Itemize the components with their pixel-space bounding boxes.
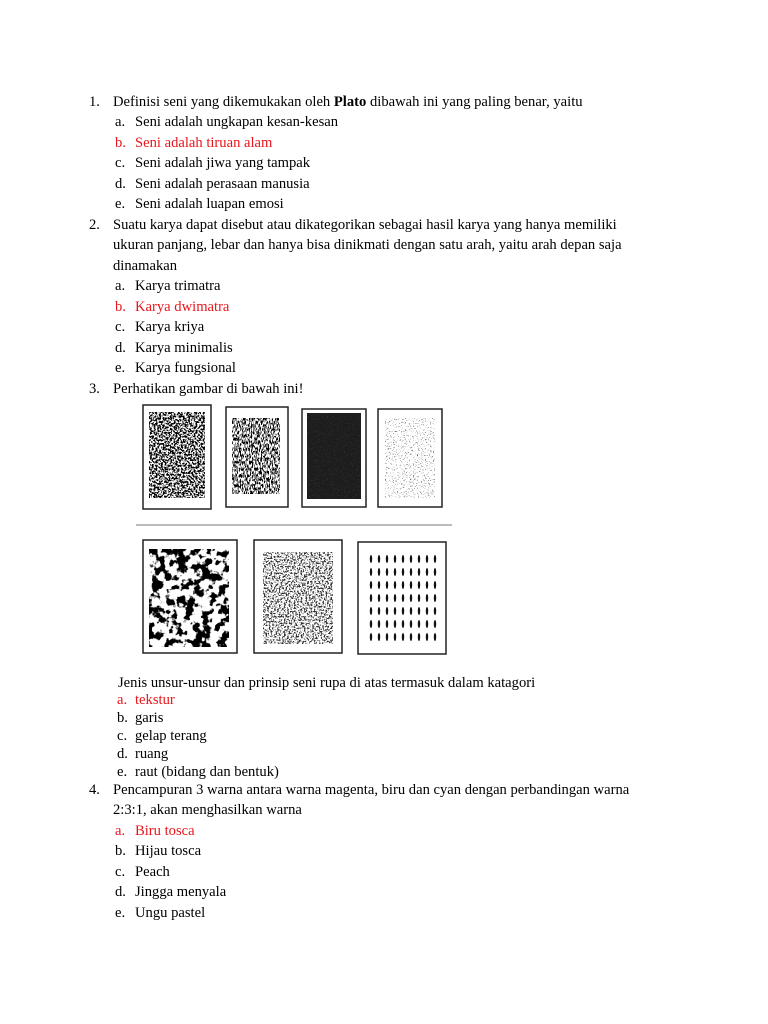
q4-option-b-letter: b. [115,843,126,859]
q3-number: 3. [89,381,100,397]
q1-option-d: Seni adalah perasaan manusia [135,176,310,192]
q1-text: Definisi seni yang dikemukakan oleh Plato dibawah ini yang paling benar, yaitu [113,94,583,110]
q4-option-e-letter: e. [115,905,126,921]
q4-text-line-2: 2:3:1, akan menghasilkan warna [113,802,302,818]
q3-option-d: ruang [135,746,169,762]
q2-option-c: Karya kriya [135,319,205,335]
q4-option-a: Biru tosca [135,823,195,839]
q3-option-b: garis [135,710,164,726]
q2-option-a-letter: a. [115,278,126,294]
q2-option-d: Karya minimalis [135,340,233,356]
q4-option-c-letter: c. [115,864,126,880]
q2-text-line-1: Suatu karya dapat disebut atau dikategorikan sebagai hasil karya yang hanya memiliki [113,217,617,233]
q3-text: Perhatikan gambar di bawah ini! [113,381,304,397]
q1-option-e: Seni adalah luapan emosi [135,196,284,212]
q4-option-d-letter: d. [115,884,126,900]
q3-option-d-letter: d. [117,746,128,762]
q2-option-b-letter: b. [115,299,126,315]
q3-option-c-letter: c. [117,728,128,744]
q1-option-c-letter: c. [115,155,126,171]
q1-option-b-letter: b. [115,135,126,151]
q2-option-e-letter: e. [115,360,126,376]
q3-option-e-letter: e. [117,764,128,780]
q1-option-b: Seni adalah tiruan alam [135,135,273,151]
q3-followup: Jenis unsur-unsur dan prinsip seni rupa di atas termasuk dalam katagori [118,675,536,691]
q3-option-e: raut (bidang dan bentuk) [135,764,279,780]
q4-option-c: Peach [135,864,170,880]
texture-figure [136,398,452,660]
q3-option-c: gelap terang [135,728,207,744]
q4-number: 4. [89,782,100,798]
q4-option-a-letter: a. [115,823,126,839]
q1-option-a: Seni adalah ungkapan kesan-kesan [135,114,339,130]
q3-option-a: tekstur [135,692,175,708]
q4-option-e: Ungu pastel [135,905,206,921]
q2-option-e: Karya fungsional [135,360,236,376]
q1-option-d-letter: d. [115,176,126,192]
q2-text-line-2: ukuran panjang, lebar dan hanya bisa dinikmati dengan satu arah, yaitu arah depan saja [113,237,622,253]
q4-option-d: Jingga menyala [135,884,227,900]
q1-option-c: Seni adalah jiwa yang tampak [135,155,311,171]
q1-option-e-letter: e. [115,196,126,212]
q3-option-b-letter: b. [117,710,128,726]
q2-number: 2. [89,217,100,233]
q2-option-d-letter: d. [115,340,126,356]
q4-text-line-1: Pencampuran 3 warna antara warna magenta, biru dan cyan dengan perbandingan warna [113,782,630,798]
q1-option-a-letter: a. [115,114,126,130]
q2-option-c-letter: c. [115,319,126,335]
q2-text-line-3: dinamakan [113,258,178,274]
q2-option-a: Karya trimatra [135,278,221,294]
q4-option-b: Hijau tosca [135,843,202,859]
q3-option-a-letter: a. [117,692,128,708]
q1-number: 1. [89,94,100,110]
q2-option-b: Karya dwimatra [135,299,230,315]
